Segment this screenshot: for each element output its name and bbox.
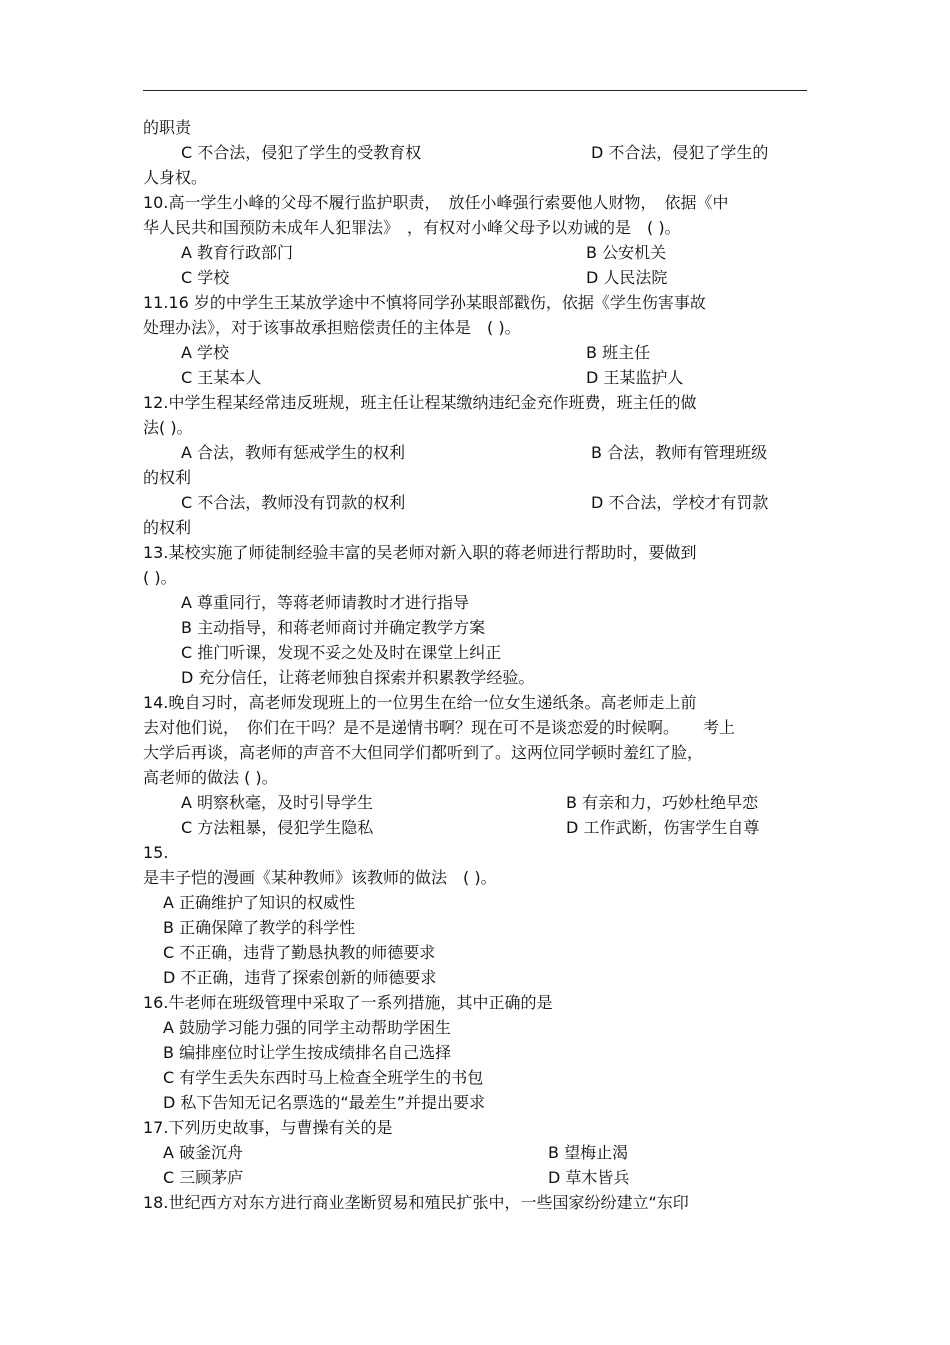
question-14-cont	[143, 715, 807, 740]
question-11	[143, 290, 807, 315]
option-d: D 工作武断，伤害学生自尊	[566, 818, 760, 837]
question-text: 处理办法》，对于该事故承担赔偿责任的主体是 ( )。	[143, 318, 521, 337]
question-text: 10.高一学生小峰的父母不履行监护职责， 放任小峰强行索要他人财物， 依据《中	[143, 193, 729, 212]
option-row	[143, 240, 807, 265]
option-d	[143, 1090, 807, 1115]
question-text: 华人民共和国预防未成年人犯罪法》 ，有权对小峰父母予以劝诫的是 ( )。	[143, 218, 681, 237]
option-c: C 学校	[181, 268, 230, 287]
text-line	[143, 115, 807, 140]
question-text: 11.16 岁的中学生王某放学途中不慎将同学孙某眼部戳伤，依据《学生伤害事故	[143, 293, 706, 312]
question-text: 16.牛老师在班级管理中采取了一系列措施，其中正确的是	[143, 993, 553, 1012]
option-row	[143, 365, 807, 390]
line-text: 人身权。	[143, 168, 208, 187]
option-row	[143, 440, 807, 465]
option-text: C 有学生丢失东西时马上检查全班学生的书包	[163, 1068, 484, 1087]
option-b: B 望梅止渴	[548, 1143, 629, 1162]
question-text: 是丰子恺的漫画《某种教师》该教师的做法 ( )。	[143, 868, 497, 887]
question-12	[143, 390, 807, 415]
option-b: B 有亲和力，巧妙杜绝早恋	[566, 793, 759, 812]
option-row	[143, 1140, 807, 1165]
question-15-cont	[143, 865, 807, 890]
text-line	[143, 465, 807, 490]
option-b: B 公安机关	[586, 243, 667, 262]
line-text: 的职责	[143, 118, 192, 137]
question-14-cont	[143, 765, 807, 790]
option-row	[143, 815, 807, 840]
option-a: A 破釜沉舟	[163, 1143, 244, 1162]
question-text: 17.下列历史故事，与曹操有关的是	[143, 1118, 393, 1137]
option-d	[143, 665, 807, 690]
question-13	[143, 540, 807, 565]
option-c	[143, 940, 807, 965]
question-13-cont	[143, 565, 807, 590]
question-text: 12.中学生程某经常违反班规，班主任让程某缴纳违纪金充作班费，班主任的做	[143, 393, 697, 412]
question-11-cont	[143, 315, 807, 340]
option-b: B 班主任	[586, 343, 651, 362]
question-15	[143, 840, 807, 865]
question-text: 14.晚自习时，高老师发现班上的一位男生在给一位女生递纸条。高老师走上前	[143, 693, 697, 712]
option-row	[143, 490, 807, 515]
question-12-cont	[143, 415, 807, 440]
document-body	[143, 115, 807, 1215]
question-16	[143, 990, 807, 1015]
option-text: D 充分信任，让蒋老师独自探索并积累教学经验。	[181, 668, 535, 687]
option-c: C 方法粗暴，侵犯学生隐私	[181, 818, 374, 837]
option-c: C 王某本人	[181, 368, 262, 387]
text-line	[143, 165, 807, 190]
option-row	[143, 265, 807, 290]
option-a: A 学校	[181, 343, 230, 362]
question-text: 18.世纪西方对东方进行商业垄断贸易和殖民扩张中，一些国家纷纷建立“东印	[143, 1193, 689, 1212]
option-text: B 编排座位时让学生按成绩排名自己选择	[163, 1043, 452, 1062]
option-text: C 推门听课，发现不妥之处及时在课堂上纠正	[181, 643, 502, 662]
option-text: A 正确维护了知识的权威性	[163, 893, 356, 912]
option-c	[143, 640, 807, 665]
header-rule	[143, 90, 807, 91]
question-14	[143, 690, 807, 715]
option-row	[143, 340, 807, 365]
option-c: C 不合法，教师没有罚款的权利	[181, 493, 406, 512]
line-text: 的权利	[143, 468, 192, 487]
option-a	[143, 590, 807, 615]
option-b	[143, 615, 807, 640]
option-text: B 正确保障了教学的科学性	[163, 918, 356, 937]
line-text: 的权利	[143, 518, 192, 537]
option-b	[143, 1040, 807, 1065]
question-14-cont	[143, 740, 807, 765]
option-a: A 明察秋毫，及时引导学生	[181, 793, 374, 812]
question-10	[143, 190, 807, 215]
option-text: A 鼓励学习能力强的同学主动帮助学困生	[163, 1018, 452, 1037]
option-d: D 不合法，学校才有罚款	[591, 493, 769, 512]
option-b: B 合法，教师有管理班级	[591, 443, 768, 462]
option-a: A 教育行政部门	[181, 243, 294, 262]
option-row	[143, 1165, 807, 1190]
option-b	[143, 915, 807, 940]
option-d: D 不合法，侵犯了学生的	[591, 143, 769, 162]
option-text: A 尊重同行，等蒋老师请教时才进行指导	[181, 593, 470, 612]
question-10-cont	[143, 215, 807, 240]
option-c: C 三顾茅庐	[163, 1168, 244, 1187]
option-c	[143, 1065, 807, 1090]
question-text: 高老师的做法 ( )。	[143, 768, 278, 787]
question-text: ( )。	[143, 568, 177, 587]
option-d: D 王某监护人	[586, 368, 684, 387]
option-d: D 人民法院	[586, 268, 668, 287]
option-d: D 草木皆兵	[548, 1168, 630, 1187]
question-text: 法( )。	[143, 418, 193, 437]
option-d	[143, 965, 807, 990]
option-row	[143, 790, 807, 815]
text-line	[143, 515, 807, 540]
question-text: 大学后再谈，高老师的声音不大但同学们都听到了。这两位同学顿时羞红了脸，	[143, 743, 704, 762]
option-row	[143, 140, 807, 165]
question-text: 15.	[143, 843, 169, 862]
option-text: D 不正确，违背了探索创新的师德要求	[163, 968, 437, 987]
option-a: A 合法，教师有惩戒学生的权利	[181, 443, 406, 462]
option-text: C 不正确，违背了勤恳执教的师德要求	[163, 943, 436, 962]
question-text: 去对他们说， 你们在干吗？是不是递情书啊？现在可不是谈恋爱的时候啊。 考上	[143, 718, 736, 737]
option-a	[143, 890, 807, 915]
option-text: D 私下告知无记名票选的“最差生”并提出要求	[163, 1093, 485, 1112]
option-text: B 主动指导，和蒋老师商讨并确定教学方案	[181, 618, 486, 637]
question-17	[143, 1115, 807, 1140]
option-a	[143, 1015, 807, 1040]
question-text: 13.某校实施了师徒制经验丰富的吴老师对新入职的蒋老师进行帮助时，要做到	[143, 543, 697, 562]
option-c: C 不合法，侵犯了学生的受教育权	[181, 143, 422, 162]
question-18	[143, 1190, 807, 1215]
